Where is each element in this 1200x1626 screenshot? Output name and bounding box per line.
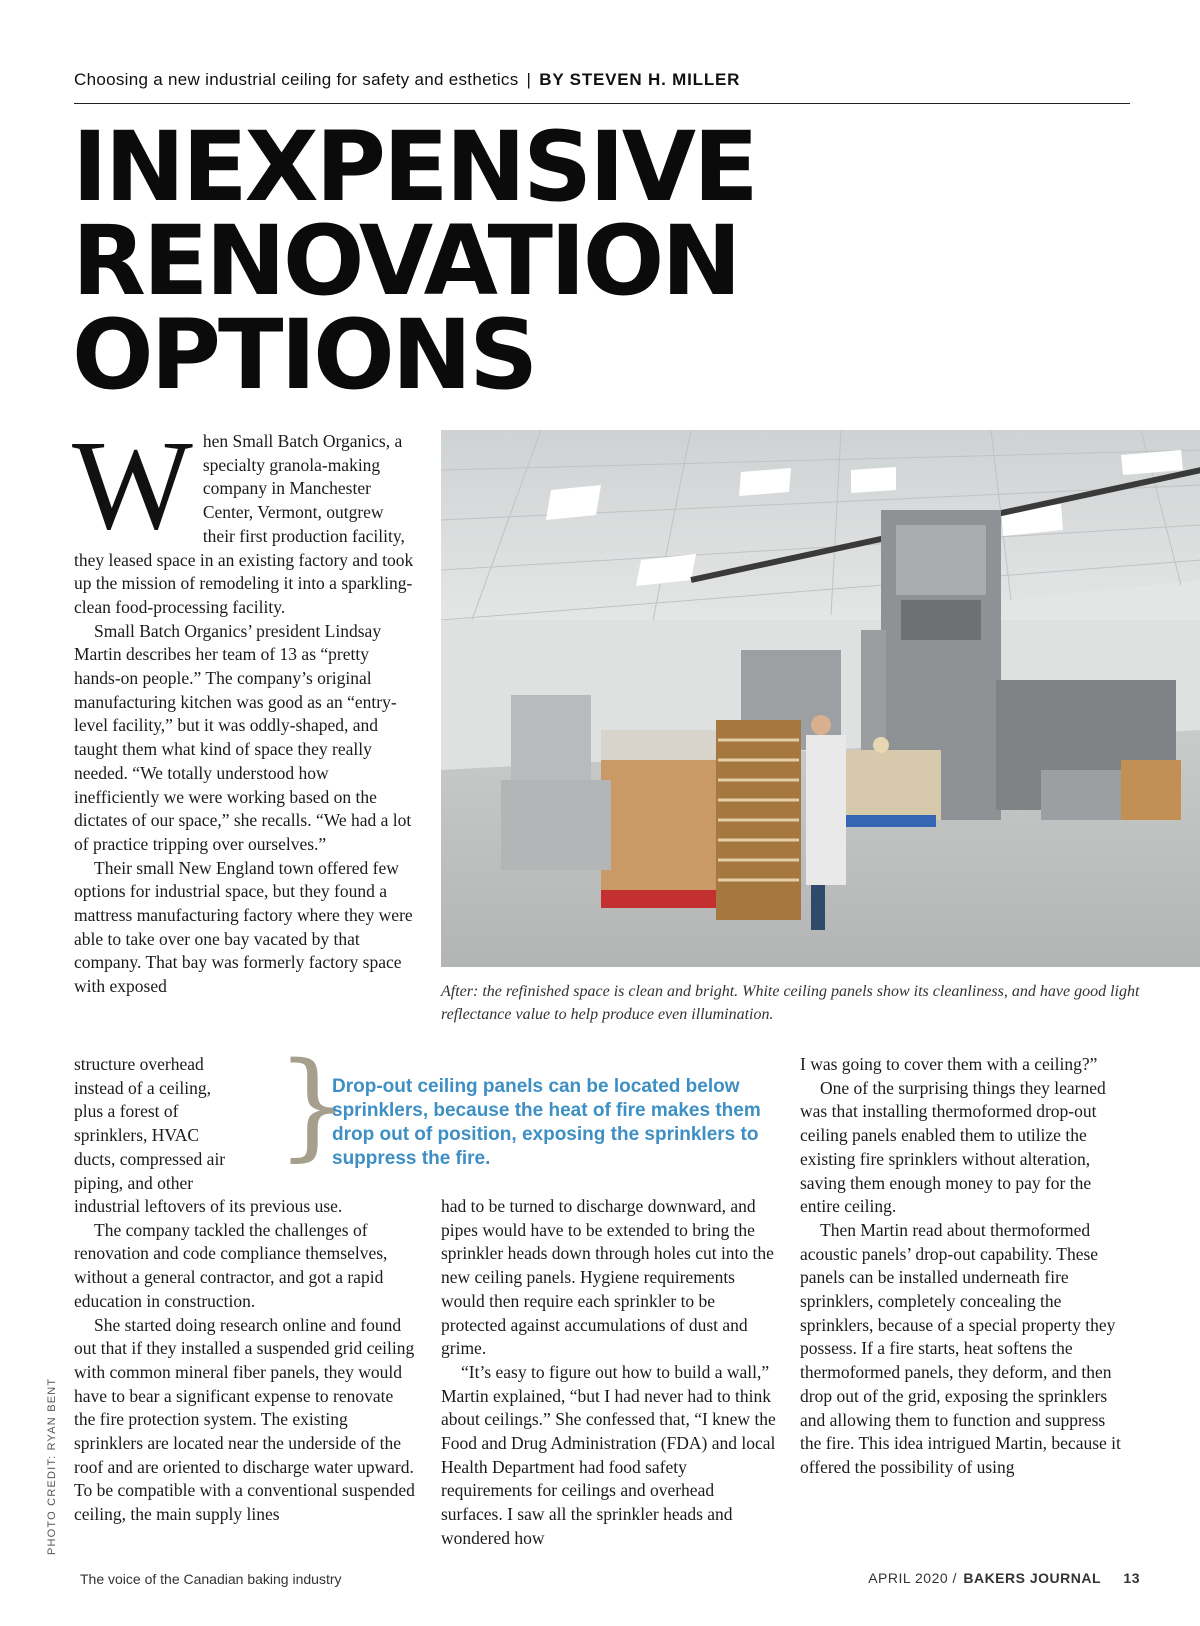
paragraph: Small Batch Organics’ president Lindsay Martin describes her team of 13 as “pretty hands-on people.” The company’s original manufacturing kitchen was good as an “entry-level facility,” but it was oddly-shaped, and taught them what kind of space they really needed. “We totally understood how inefficiently we were working based on the dictates of our space,” she recalls. “We had a lot of practice tripping over ourselves.” (74, 620, 412, 854)
headline-line-3: OPTIONS (72, 299, 536, 411)
article-kicker (74, 70, 740, 90)
header-rule (74, 103, 1130, 104)
paragraph: One of the surprising things they learned was that installing thermoformed drop-out ceiling panels enabled them to utilize the existing fire sprinklers without alteration, saving them enough money to pay for the entire ceiling. (800, 1077, 1106, 1217)
magazine-name: BAKERS JOURNAL (963, 1570, 1102, 1586)
kicker-separator: | (526, 70, 532, 89)
paragraph: had to be turned to discharge downward, and pipes would have to be extended to bring the sprinkler heads down through holes cut into the new ceiling panels. Hygiene requirements would then require each sprinkler to be protected against accumulations of dust and grime. (441, 1196, 774, 1359)
kicker-text: Choosing a new industrial ceiling for safety and esthetics (74, 70, 519, 89)
paragraph: Their small New England town offered few options for industrial space, but they found a mattress manufacturing factory where they were able to take over one bay vacated by that company. That bay was formerly factory space with exposed (74, 857, 413, 997)
headline (72, 111, 756, 411)
pullquote-brace: } (276, 1038, 350, 1173)
column-1-narrow (74, 1053, 234, 1195)
page-number: 13 (1123, 1570, 1140, 1586)
byline: BY STEVEN H. MILLER (539, 70, 741, 89)
headline-line-1: INEXPENSIVE (72, 111, 756, 223)
footer-tagline: The voice of the Canadian baking industry (80, 1571, 342, 1587)
paragraph: hen Small Batch Organics, a specialty granola-making company in Manchester Center, Vermont, outgrew their first production facility, they leased space in an existing factory and took up the mission of remodeling it into a sparkling-clean food-processing facility. (74, 431, 414, 617)
paragraph: I was going to cover them with a ceiling?” (800, 1054, 1098, 1074)
paragraph: The company tackled the challenges of renovation and code compliance themselves, without a general contractor, and got a rapid education in construction. (74, 1219, 388, 1311)
factory-photo (441, 430, 1200, 967)
photo-credit: PHOTO CREDIT: RYAN BENT (46, 1377, 58, 1555)
headline-line-2: RENOVATION (72, 205, 739, 317)
pullquote: Drop-out ceiling panels can be located below sprinklers, because the heat of fire makes them drop out of position, exposing the sprinklers to suppress the fire. (332, 1076, 761, 1169)
paragraph: industrial leftovers of its previous use. (74, 1196, 343, 1216)
column-3 (800, 1053, 1130, 1480)
factory-photo-illustration (441, 430, 1200, 967)
column-1-bottom (74, 1195, 416, 1527)
drop-cap: W (72, 414, 193, 556)
paragraph: “It’s easy to figure out how to build a wall,” Martin explained, “but I had never had to think about ceilings.” She confessed that, “I knew the Food and Drug Administration (FDA) and local Health Department had food safety requirements for ceilings and overhead surfaces. I saw all the sprinkler heads and wondered how (441, 1361, 776, 1548)
column-1-top (72, 414, 416, 999)
paragraph: She started doing research online and found out that if they installed a suspended grid ceiling with common mineral fiber panels, they would have to bear a significant expense to renovate the fire protection system. The existing sprinklers are located near the underside of the roof and are oriented to discharge water upward. To be compatible with a conventional suspended ceiling, the main supply lines (74, 1314, 415, 1525)
footer-issue (868, 1570, 1140, 1586)
paragraph: structure overhead instead of a ceiling, plus a forest of sprinklers, HVAC ducts, compressed air piping, and other (74, 1054, 226, 1193)
paragraph: Then Martin read about thermoformed acoustic panels’ drop-out capability. These panels can be installed underneath fire sprinklers, completely concealing the sprinklers, because of a special property they possess. If a fire starts, heat softens the thermoformed panels, they deform, and then drop out of the grid, exposing the sprinklers and allowing them to function and suppress the fire. This idea intrigued Martin, because it offered the possibility of using (800, 1219, 1121, 1477)
issue-date: APRIL 2020 / (868, 1570, 957, 1586)
photo-caption: After: the refinished space is clean and bright. White ceiling panels show its cleanliness, and have good light reflectance value to help produce even illumination. (441, 983, 1140, 1023)
column-2 (441, 1195, 776, 1551)
